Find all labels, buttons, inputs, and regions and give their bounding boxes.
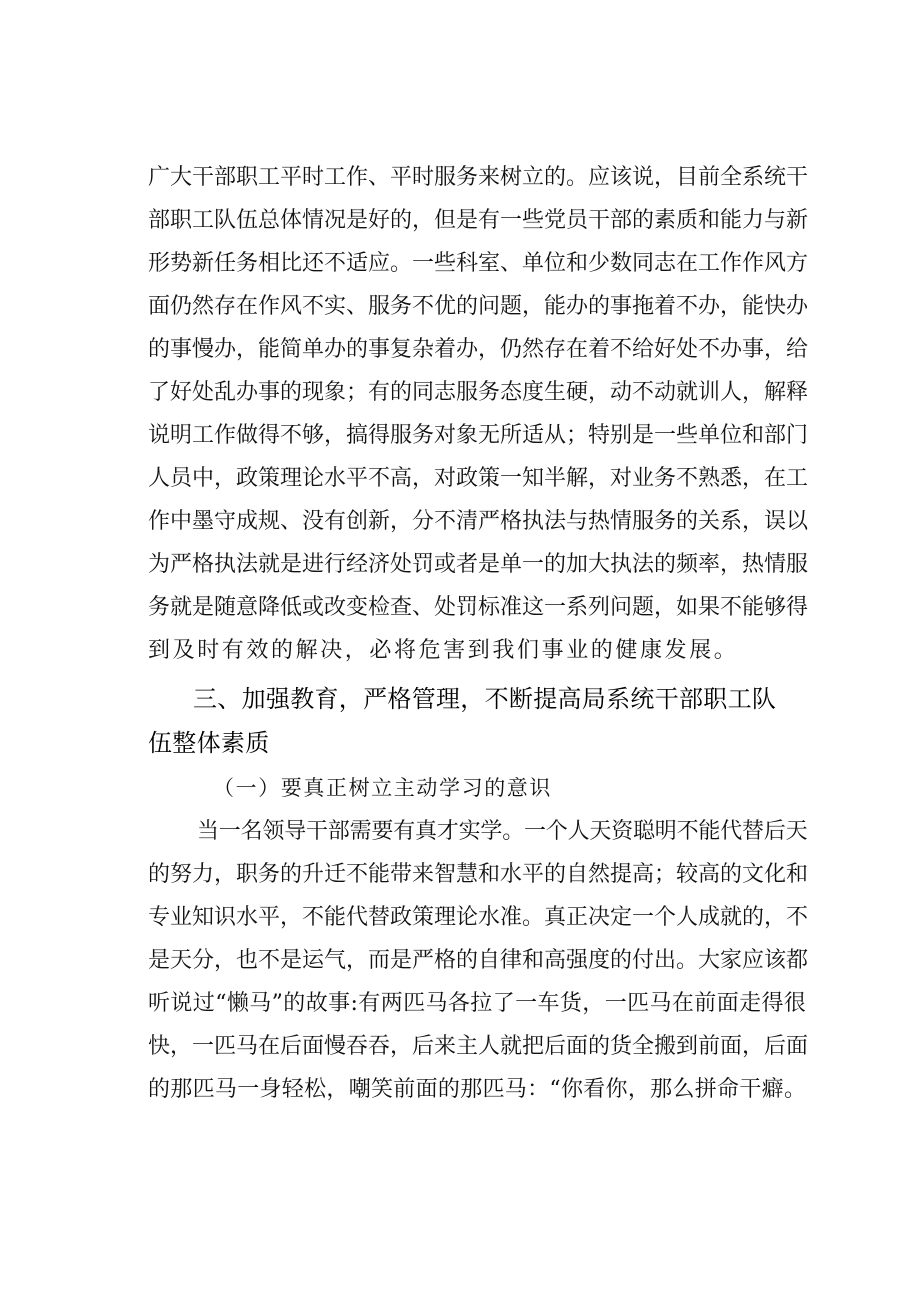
paragraph-line: 快，一匹马在后面慢吞吞，后来主人就把后面的货全搬到前面，后面 [148,1034,809,1059]
paragraph-line: 务就是随意降低或改变检查、处罚标准这一系列问题，如果不能够得 [148,595,809,620]
paragraph-line: 广大干部职工平时工作、平时服务来树立的。应该说，目前全系统干 [148,165,809,190]
paragraph-line: 为严格执法就是进行经济处罚或者是单一的加大执法的频率，热情服 [148,552,809,577]
paragraph-line: 面仍然存在作风不实、服务不优的问题，能办的事拖着不办，能快办 [148,294,809,319]
section-heading-line: 伍整体素质 [148,729,270,757]
paragraph-line: 的事慢办，能简单办的事复杂着办，仍然存在着不给好处不办事，给 [148,337,809,362]
paragraph-line: 的努力，职务的升迁不能带来智慧和水平的自然提高；较高的文化和 [148,862,809,887]
paragraph-line: 专业知识水平，不能代替政策理论水准。真正决定一个人成就的，不 [148,905,809,930]
section-heading-line: 三、加强教育，严格管理，不断提高局系统干部职工队 [193,685,777,713]
paragraph-line: 人员中，政策理论水平不高，对政策一知半解，对业务不熟悉，在工 [148,466,809,491]
paragraph-line: 是天分，也不是运气，而是严格的自律和高强度的付出。大家应该都 [148,948,809,973]
paragraph-line: 了好处乱办事的现象；有的同志服务态度生硬，动不动就训人，解释 [148,380,809,405]
paragraph-line: 的那匹马一身轻松，嘲笑前面的那匹马：“你看你，那么拼命干癖。 [148,1077,807,1102]
paragraph-line: 作中墨守成规、没有创新，分不清严格执法与热情服务的关系，误以 [148,509,809,534]
subsection-heading: （一）要真正树立主动学习的意识 [213,776,552,800]
paragraph-line: 形势新任务相比还不适应。一些科室、单位和少数同志在工作作风方 [148,251,809,276]
paragraph-line: 当一名领导干部需要有真才实学。一个人天资聪明不能代替后天 [197,819,808,844]
paragraph-line: 听说过“懒马”的故事:有两匹马各拉了一车货，一匹马在前面走得很 [148,991,807,1016]
paragraph-line: 部职工队伍总体情况是好的，但是有一些党员干部的素质和能力与新 [148,208,809,233]
paragraph-line: 到及时有效的解决，必将危害到我们事业的健康发展。 [148,638,739,663]
paragraph-line: 说明工作做得不够，搞得服务对象无所适从；特别是一些单位和部门 [148,423,809,448]
